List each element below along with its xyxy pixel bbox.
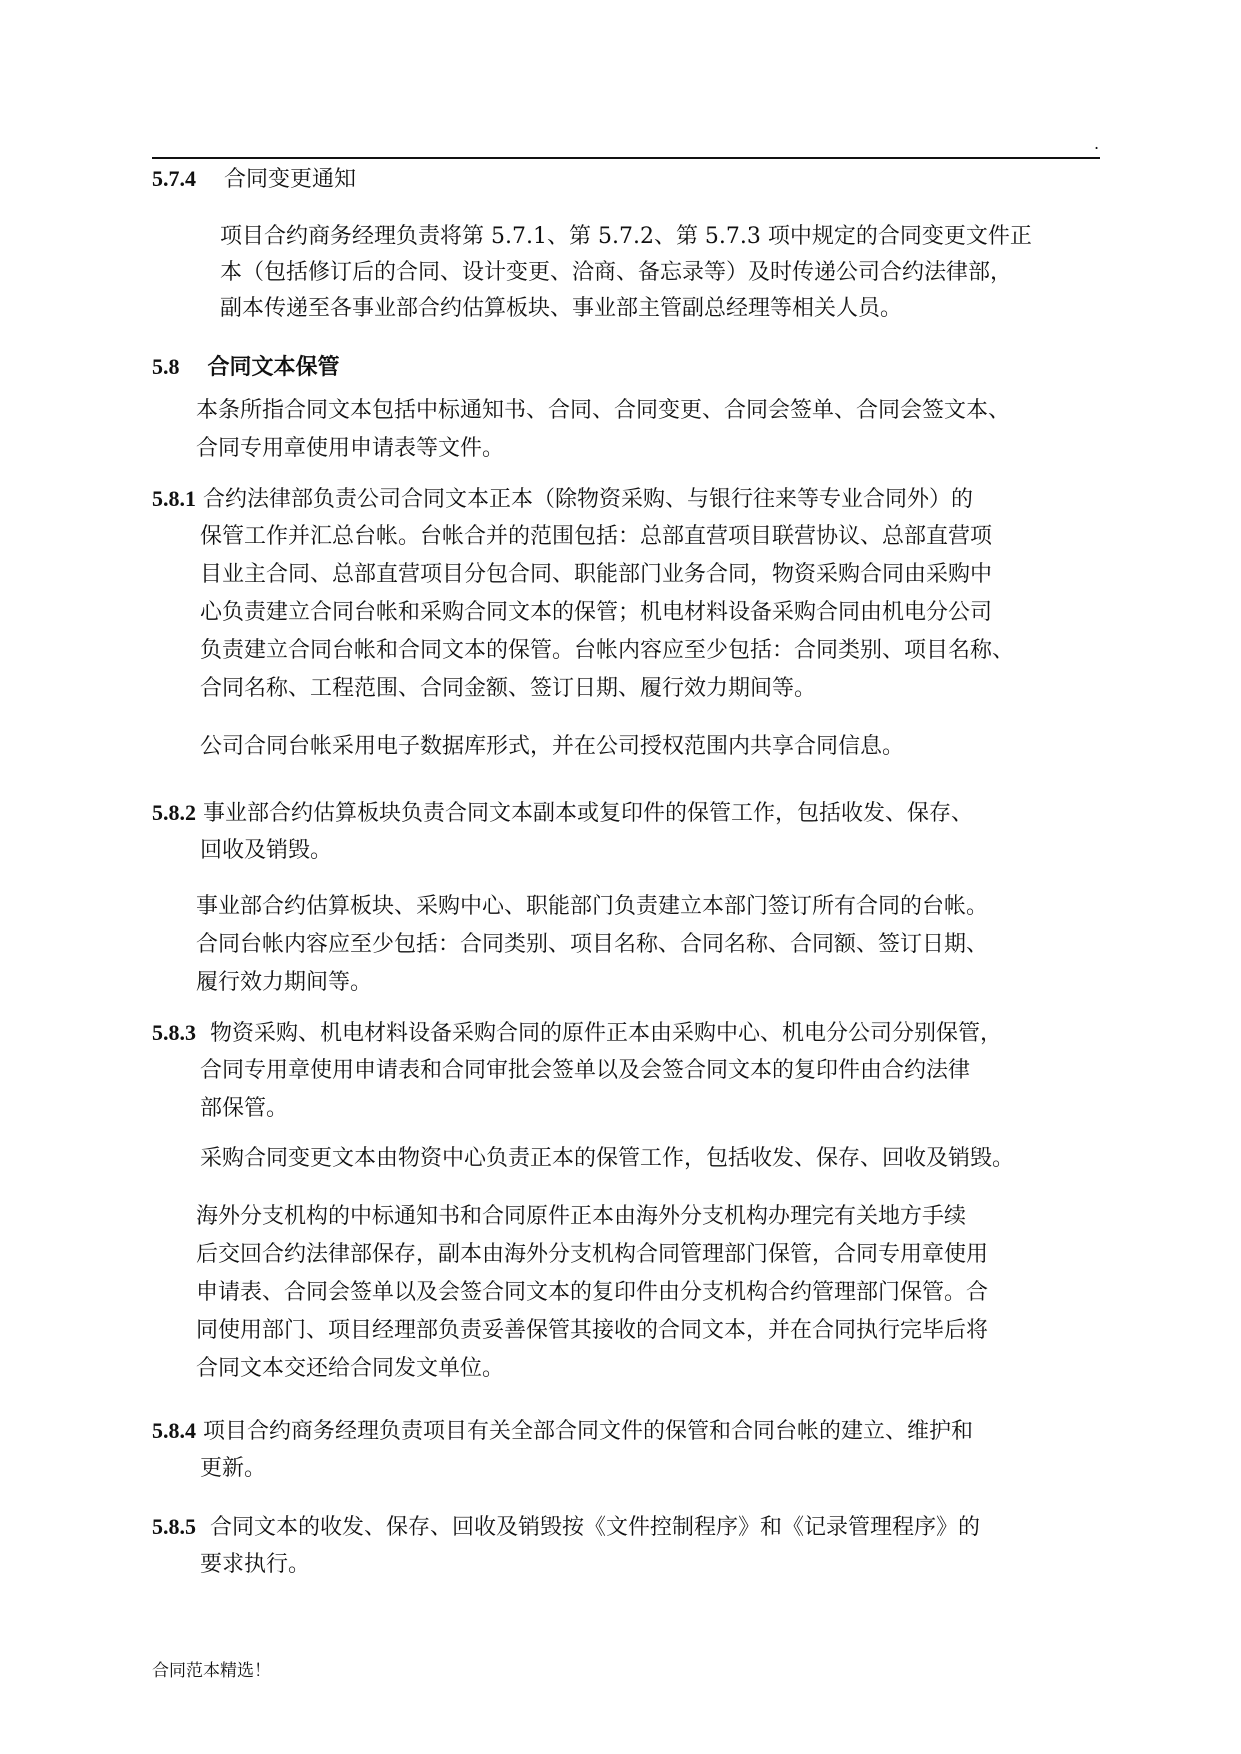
paragraph-line: 合同文本的收发、保存、回收及销毁按《文件控制程序》和《记录管理程序》的 xyxy=(210,1515,981,1540)
paragraph-line: 本条所指合同文本包括中标通知书、合同、合同变更、合同会签单、合同会签文本、 xyxy=(196,398,1011,423)
paragraph-line: 物资采购、机电材料设备采购合同的原件正本由采购中心、机电分公司分别保管， xyxy=(210,1021,1003,1046)
section-title: 合同变更通知 xyxy=(223,167,356,192)
clause-5-8-5-first-line xyxy=(152,1512,980,1543)
paragraph-line: 后交回合约法律部保存，副本由海外分支机构合同管理部门保管，合同专用章使用 xyxy=(196,1242,989,1267)
section-number: 5.7.4 xyxy=(152,166,196,191)
clause-5-8-4-first-line xyxy=(152,1416,973,1447)
section-number: 5.8.2 xyxy=(152,800,196,825)
heading-5-8 xyxy=(152,352,340,383)
paragraph-line: 海外分支机构的中标通知书和合同原件正本由海外分支机构办理完有关地方手续 xyxy=(196,1204,967,1229)
section-number: 5.8.5 xyxy=(152,1514,196,1539)
paragraph-line: 合约法律部负责公司合同文本正本（除物资采购、与银行往来等专业合同外）的 xyxy=(203,487,974,512)
paragraph-line: 心负责建立合同台帐和采购合同文本的保管；机电材料设备采购合同由机电分公司 xyxy=(200,600,993,625)
paragraph-line: 项目合约商务经理负责将第 5.7.1、第 5.7.2、第 5.7.3 项中规定的合同变更文件正 xyxy=(220,224,1032,249)
paragraph-line: 合同台帐内容应至少包括：合同类别、项目名称、合同名称、合同额、签订日期、 xyxy=(196,932,989,957)
section-number: 5.8.3 xyxy=(152,1020,196,1045)
paragraph-line: 部保管。 xyxy=(200,1096,289,1121)
paragraph-line: 事业部合约估算板块、采购中心、职能部门负责建立本部门签订所有合同的台帐。 xyxy=(196,894,989,919)
footer-text: 合同范本精选！ xyxy=(152,1661,271,1681)
paragraph-line: 负责建立合同台帐和合同文本的保管。台帐内容应至少包括：合同类别、项目名称、 xyxy=(200,638,1015,663)
paragraph-line: 合同文本交还给合同发文单位。 xyxy=(196,1356,505,1381)
paragraph-line: 回收及销毁。 xyxy=(200,838,333,863)
paragraph-line: 副本传递至各事业部合约估算板块、事业部主管副总经理等相关人员。 xyxy=(220,296,903,321)
paragraph-line: 履行效力期间等。 xyxy=(196,970,373,995)
paragraph-line: 公司合同台帐采用电子数据库形式，并在公司授权范围内共享合同信息。 xyxy=(200,734,905,759)
paragraph-line: 采购合同变更文本由物资中心负责正本的保管工作，包括收发、保存、回收及销毁。 xyxy=(200,1146,1015,1171)
header-mark: . xyxy=(1094,134,1100,153)
paragraph-line: 保管工作并汇总台帐。台帐合并的范围包括：总部直营项目联营协议、总部直营项 xyxy=(200,524,993,549)
header-rule xyxy=(152,157,1100,159)
paragraph-line: 申请表、合同会签单以及会签合同文本的复印件由分支机构合约管理部门保管。合 xyxy=(196,1280,989,1305)
paragraph-line: 同使用部门、项目经理部负责妥善保管其接收的合同文本，并在合同执行完毕后将 xyxy=(196,1318,989,1343)
section-number: 5.8 xyxy=(152,354,180,379)
paragraph-line: 要求执行。 xyxy=(200,1552,311,1577)
section-number: 5.8.4 xyxy=(152,1418,196,1443)
section-title: 合同文本保管 xyxy=(207,354,340,380)
heading-5-7-4 xyxy=(152,164,356,195)
paragraph-line: 项目合约商务经理负责项目有关全部合同文件的保管和合同台帐的建立、维护和 xyxy=(203,1419,974,1444)
clause-5-8-1-first-line xyxy=(152,484,973,515)
paragraph-line: 事业部合约估算板块负责合同文本副本或复印件的保管工作，包括收发、保存、 xyxy=(203,801,974,826)
paragraph-line: 更新。 xyxy=(200,1456,267,1481)
paragraph-line: 本（包括修订后的合同、设计变更、洽商、备忘录等）及时传递公司合约法律部， xyxy=(220,260,1013,285)
clause-5-8-2-first-line xyxy=(152,798,973,829)
paragraph-line: 合同名称、工程范围、合同金额、签订日期、履行效力期间等。 xyxy=(200,676,817,701)
clause-5-8-3-first-line xyxy=(152,1018,1002,1049)
paragraph-line: 合同专用章使用申请表和合同审批会签单以及会签合同文本的复印件由合约法律 xyxy=(200,1058,971,1083)
paragraph-line: 目业主合同、总部直营项目分包合同、职能部门业务合同，物资采购合同由采购中 xyxy=(200,562,993,587)
section-number: 5.8.1 xyxy=(152,486,196,511)
paragraph-line: 合同专用章使用申请表等文件。 xyxy=(196,436,505,461)
